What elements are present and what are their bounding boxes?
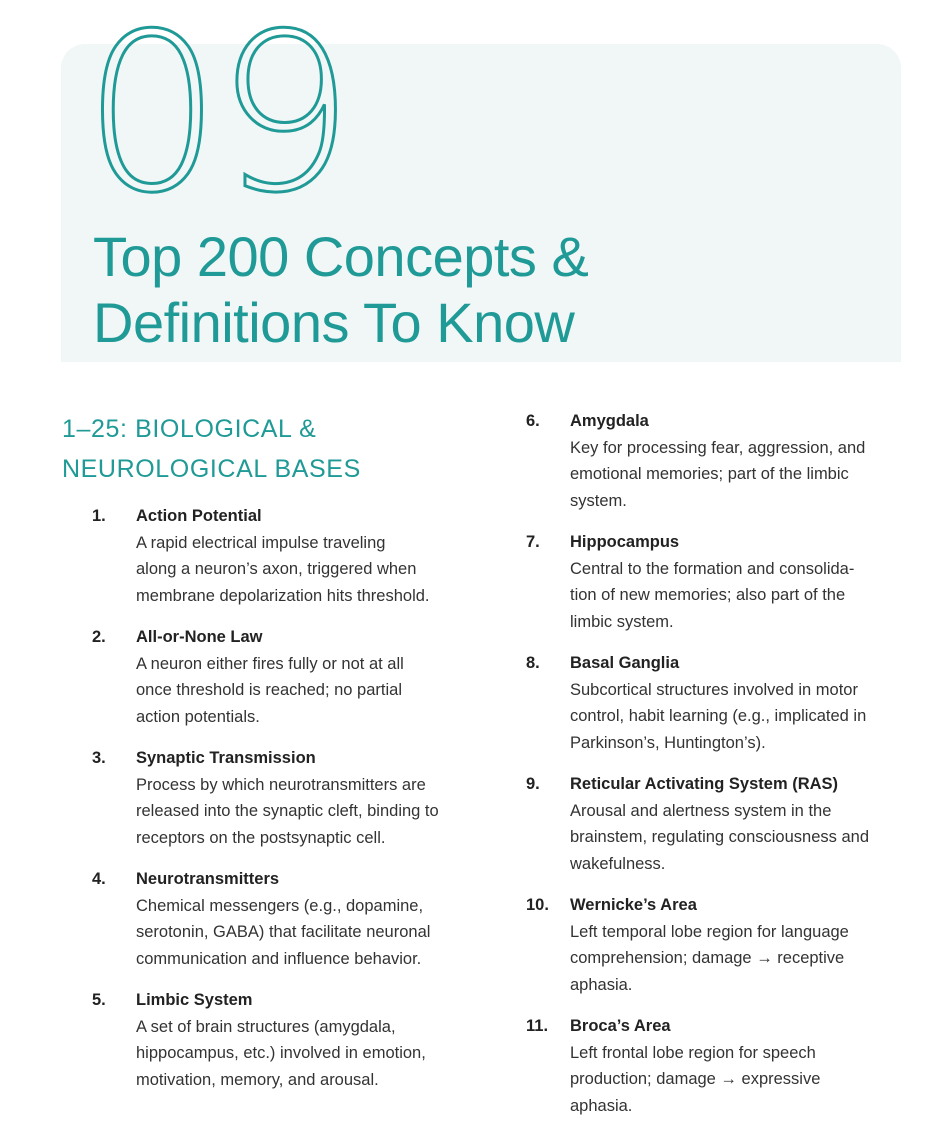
definition-line: emotional memories; part of the limbic (570, 465, 849, 483)
concept-number: 10. (526, 896, 549, 914)
concept-term: Hippocampus (570, 533, 680, 551)
definition-line: Left temporal lobe region for language (570, 922, 849, 941)
definition-line: A neuron either fires fully or not at all (136, 654, 404, 673)
concept-item (92, 503, 472, 609)
concept-definition (570, 798, 906, 878)
concept-item (526, 1013, 906, 1119)
definition-line: along a neuron’s axon, triggered when (136, 560, 417, 578)
section-heading (62, 409, 361, 489)
definition-line: aphasia. (570, 975, 633, 994)
definition-line: brainstem, regulating consciousness and (570, 828, 870, 846)
concept-number: 11. (526, 1017, 549, 1035)
concept-list-left (92, 503, 472, 1108)
concept-definition (136, 651, 472, 731)
concept-term: Neurotransmitters (136, 870, 280, 888)
definition-line: Left frontal lobe region for speech (570, 1043, 816, 1062)
definition-line: Key for processing fear, aggression, and (570, 438, 866, 457)
concept-list-right (526, 408, 906, 1134)
concept-definition (136, 893, 472, 973)
concept-item (92, 987, 472, 1093)
chapter-number: 09 (83, 0, 349, 241)
definition-line: membrane depolarization hits threshold. (136, 586, 430, 605)
definition-line: released into the synaptic cleft, binding to (136, 802, 439, 820)
definition-line: Parkinson’s, Huntington’s). (570, 733, 766, 752)
concept-term: Amygdala (570, 412, 649, 430)
definition-line: A rapid electrical impulse traveling (136, 533, 386, 552)
concept-term: Synaptic Transmission (136, 749, 316, 767)
concept-term: Basal Ganglia (570, 654, 680, 672)
definition-line: wakefulness. (570, 854, 666, 873)
concept-term: All-or-None Law (136, 628, 263, 646)
concept-number: 3. (92, 749, 106, 767)
definition-line: Central to the formation and consolida- (570, 559, 855, 578)
definition-line: A set of brain structures (amygdala, (136, 1017, 396, 1036)
concept-term: Reticular Activating System (RAS) (570, 775, 839, 793)
concept-number: 4. (92, 870, 106, 888)
concept-definition (570, 677, 906, 757)
concept-item (526, 529, 906, 635)
concept-item (526, 408, 906, 514)
concept-item (92, 866, 472, 972)
definition-line: comprehension; damage → receptive (570, 949, 845, 967)
definition-line: system. (570, 491, 627, 510)
definition-line: serotonin, GABA) that facilitate neuronal (136, 923, 431, 941)
concept-definition (570, 435, 906, 515)
concept-item (92, 745, 472, 851)
concept-number: 8. (526, 654, 540, 672)
concept-term: Action Potential (136, 507, 262, 525)
concept-item (526, 892, 906, 998)
chapter-title-line-2: Definitions To Know (93, 291, 575, 354)
concept-term: Wernicke’s Area (570, 896, 697, 914)
concept-definition (136, 1014, 472, 1094)
definition-line: Arousal and alertness system in the (570, 801, 832, 820)
concept-number: 1. (92, 507, 106, 525)
definition-line: action potentials. (136, 707, 260, 726)
concept-number: 9. (526, 775, 540, 793)
concept-item (92, 624, 472, 730)
definition-line: production; damage → expressive (570, 1070, 821, 1088)
definition-line: Process by which neurotransmitters are (136, 775, 426, 794)
concept-definition (136, 772, 472, 852)
concept-definition (570, 1040, 906, 1120)
concept-item (526, 650, 906, 756)
definition-line: motivation, memory, and arousal. (136, 1070, 379, 1089)
concept-number: 2. (92, 628, 106, 646)
concept-number: 6. (526, 412, 540, 430)
definition-line: tion of new memories; also part of the (570, 586, 846, 604)
definition-line: Chemical messengers (e.g., dopamine, (136, 896, 424, 915)
definition-line: control, habit learning (e.g., implicated in (570, 707, 867, 725)
concept-number: 5. (92, 991, 106, 1009)
concept-definition (570, 919, 906, 999)
concept-term: Limbic System (136, 991, 253, 1009)
definition-line: aphasia. (570, 1096, 633, 1115)
definition-line: receptors on the postsynaptic cell. (136, 828, 386, 847)
chapter-header (61, 0, 901, 362)
definition-line: Subcortical structures involved in motor (570, 680, 858, 699)
concept-definition (136, 530, 472, 610)
definition-line: communication and influence behavior. (136, 949, 422, 968)
concept-item (526, 771, 906, 877)
definition-line: hippocampus, etc.) involved in emotion, (136, 1044, 426, 1062)
definition-line: once threshold is reached; no partial (136, 681, 402, 699)
concept-term: Broca’s Area (570, 1017, 671, 1035)
concept-number: 7. (526, 533, 540, 551)
section-heading-line-1: 1–25: BIOLOGICAL & (62, 415, 317, 443)
chapter-title (93, 224, 588, 356)
chapter-title-line-1: Top 200 Concepts & (93, 225, 589, 288)
concept-definition (570, 556, 906, 636)
section-heading-line-2: NEUROLOGICAL BASES (62, 455, 361, 483)
definition-line: limbic system. (570, 612, 674, 631)
